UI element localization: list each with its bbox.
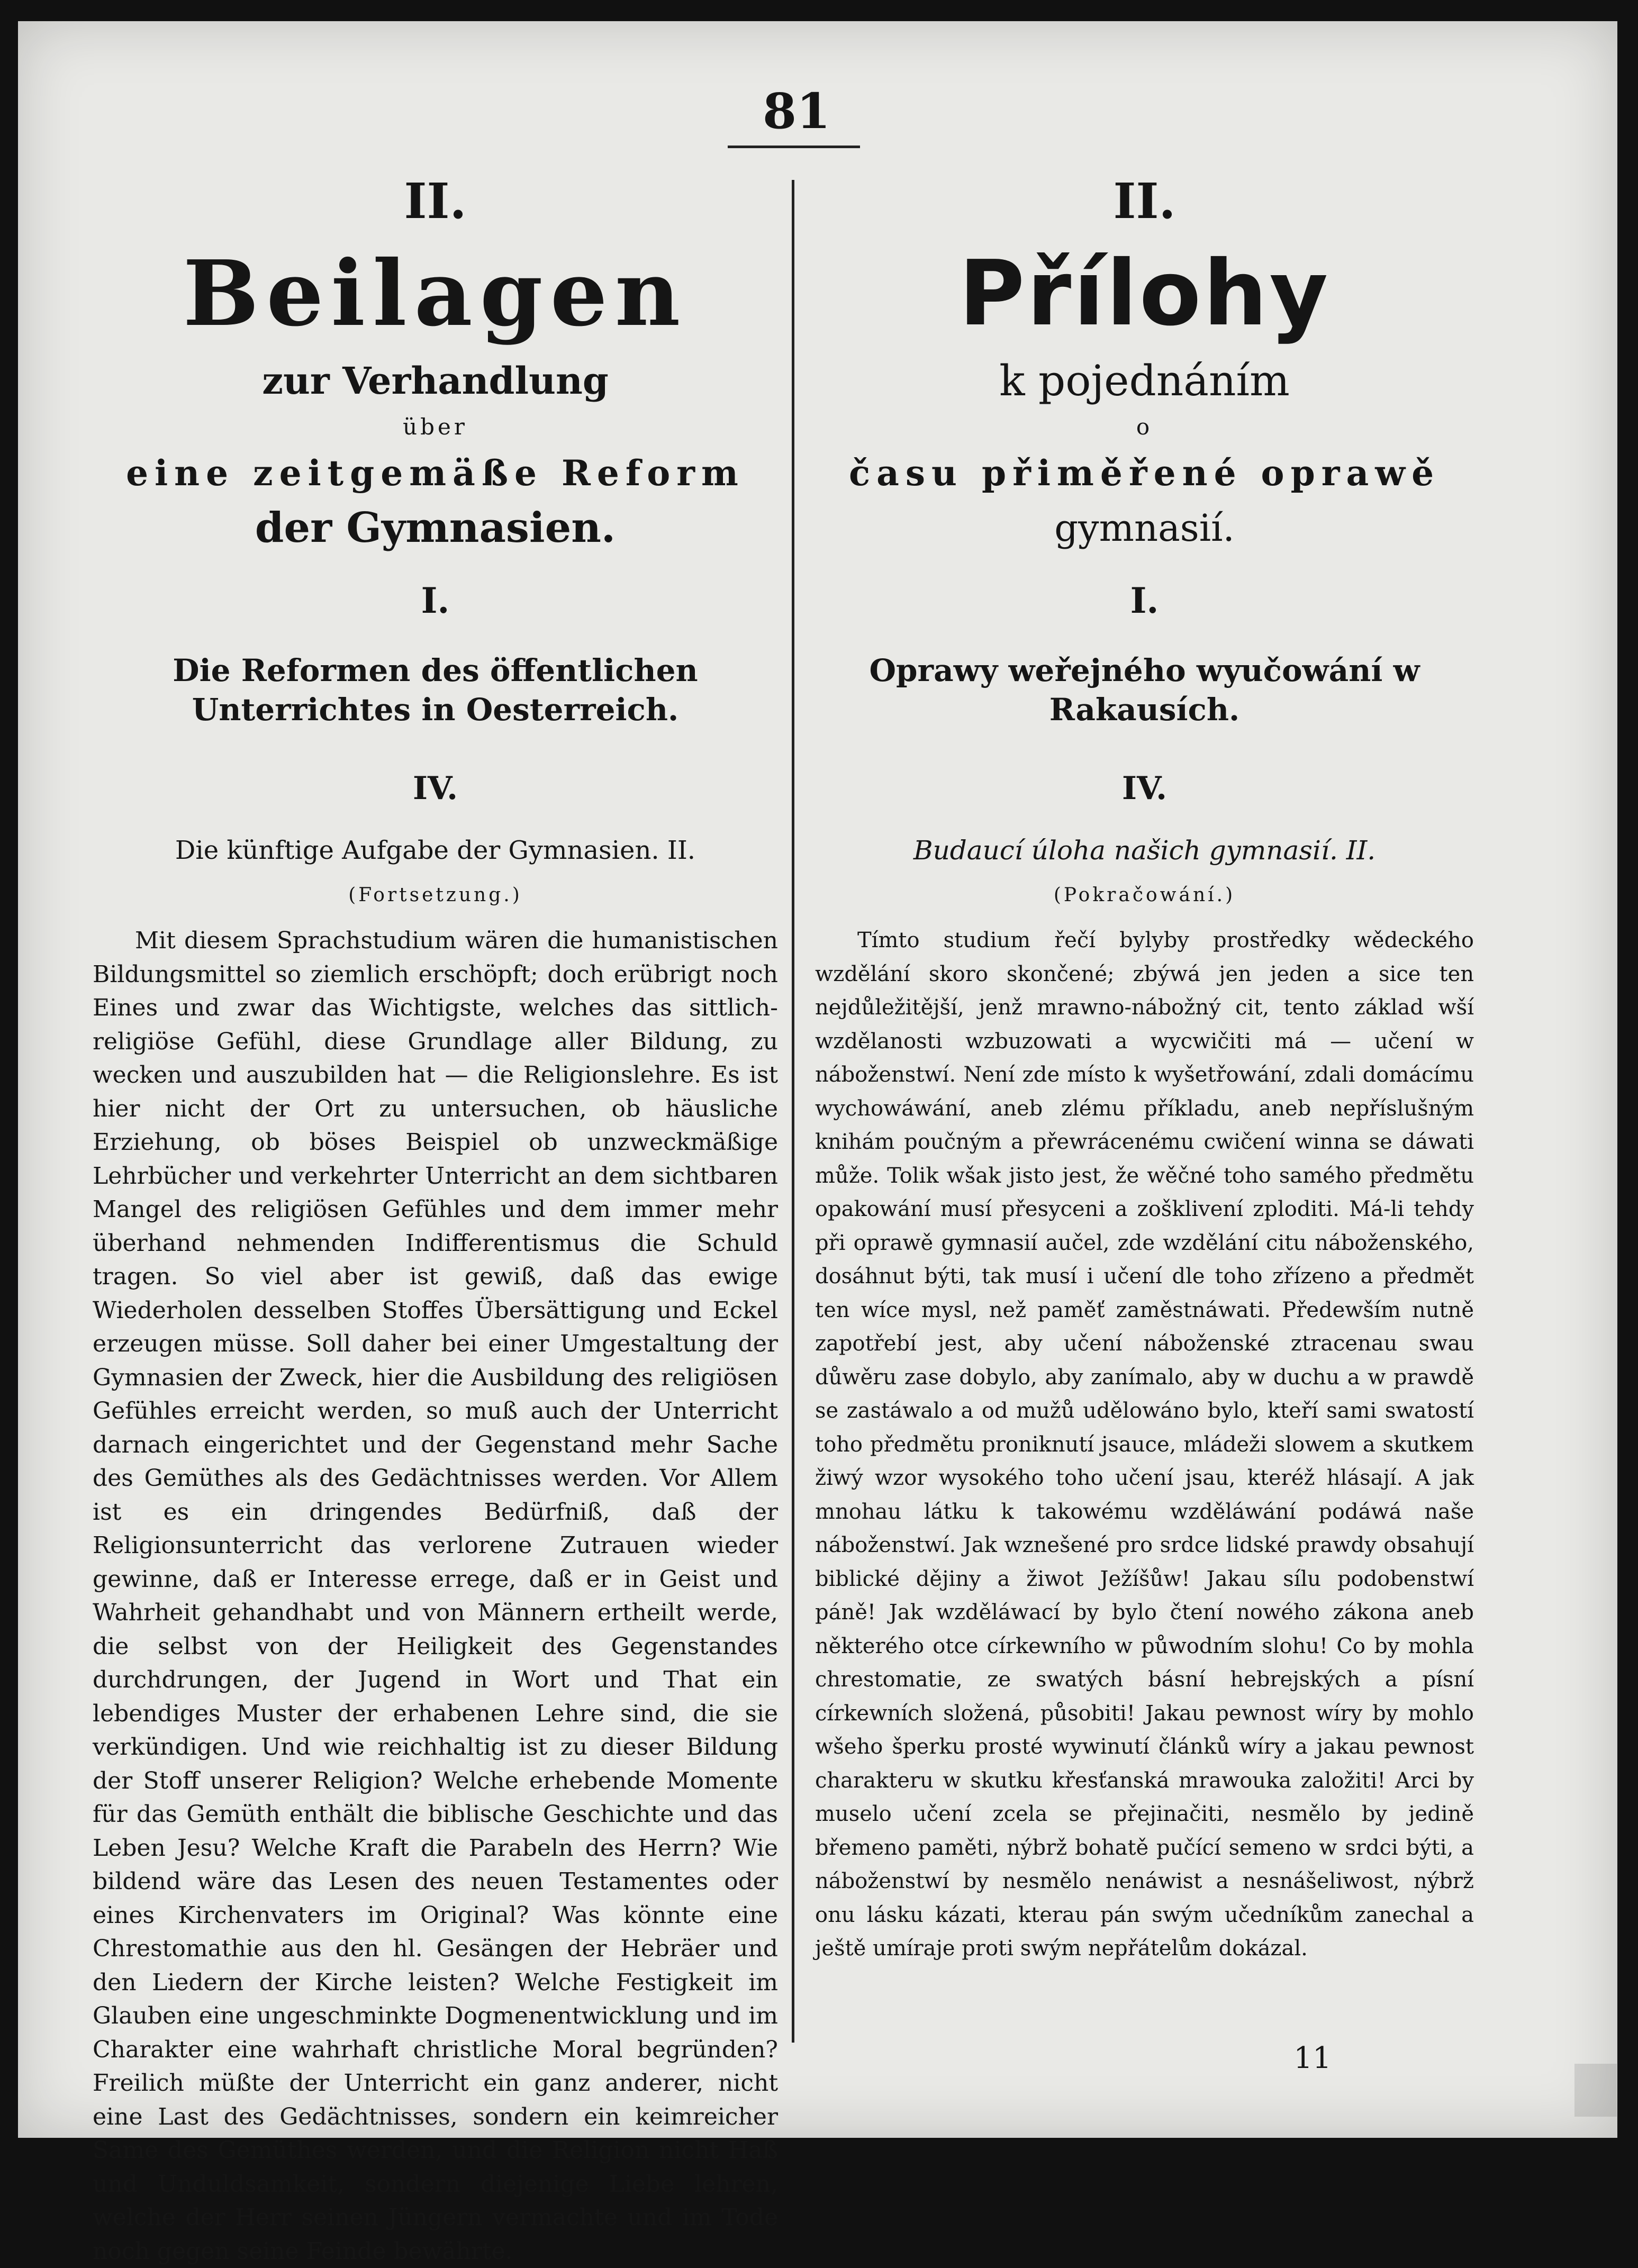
right-title: Přílohy	[958, 241, 1331, 346]
left-section-numeral: I.	[421, 580, 450, 621]
left-connector: über	[403, 414, 468, 440]
page-number-rule	[728, 146, 860, 148]
page-number: 81	[762, 83, 831, 140]
right-column-czech	[815, 159, 1474, 1966]
left-chapter-numeral: IV.	[412, 770, 458, 807]
left-continuation-note: (Fortsetzung.)	[348, 884, 522, 906]
left-title-line-2: eine zeitgemäße Reform	[126, 452, 745, 494]
left-title-line-3: der Gymnasien.	[255, 504, 616, 552]
left-title: Beilagen	[183, 241, 688, 347]
left-chapter-title: Die künftige Aufgabe der Gymnasien. II.	[175, 836, 696, 865]
left-subtitle: zur Verhandlung	[262, 359, 609, 403]
right-title-line-2: času přiměřené oprawě	[848, 452, 1441, 494]
left-numeral: II.	[404, 173, 467, 230]
right-chapter-numeral: IV.	[1121, 770, 1168, 807]
right-chapter-title: Budaucí úloha našich gymnasií. II.	[913, 835, 1376, 866]
right-body-text: Tímto studium řečí bylyby prostředky wědeckého wzdělání skoro skončené; zbýwá jen jeden a sice ten nejdůležitější, jenž mrawno-nábožný cit, tento základ wší wzdělanosti wzbuzowati a wycwičiti má — učení w náboženstwí. Není zde místo k wyšetřowání, zdali domácímu wychowáwání, aneb zlému příkladu, aneb nepříslušným knihám poučným a přewrácenému cwičení winna se dáwati může. Tolik wšak jisto jest, že wěčné toho samého předmětu opakowání musí přesyceni a zošklivení zploditi. Má-li tehdy při oprawě gymnasií aučel, zde wzdělání citu náboženského, dosáhnut býti, tak musí i učení dle toho zřízeno a předmět ten wíce mysl, než paměť zaměstnáwati. Předewším nutně zapotřebí jest, aby učení náboženské ztracenau swau důwěru zase dobylo, aby zanímalo, aby w duchu a w prawdě se zastáwalo a od mužů udělowáno bylo, kteří sami swatostí toho předmětu proniknutí jsauce, mládeži slowem a skutkem žiwý wzor wysokého toho učení jsau, kteréž hlásají. A jak mnohau látku k takowému wzděláwání podáwá naše náboženstwí. Jak wznešené pro srdce lidské prawdy obsahují biblické dějiny a žiwot Ježíšůw! Jakau sílu podobenstwí páně! Jak wzděláwací by bylo čtení nowého zákona aneb některého otce církewního w půwodním slohu! Co by mohla chrestomatie, ze swatých básní hebrejských a písní církewních složená, působiti! Jakau pewnost wíry by mohlo wšeho šperku prosté wywinutí článků wíry a jakau pewnost charakteru w skutku křesťanská mrawouka založiti! Arci by muselo učení zcela se přejinačiti, nesmělo by jedině břemeno paměti, nýbrž bohatě pučící semeno w srdci býti, a náboženstwí by nesmělo nenáwist a nesnášeliwost, nýbrž onu lásku kázati, kterau pán swým učedníkům zanechal a ještě umíraje proti swým nepřátelům dokázal.	[815, 928, 1474, 1961]
left-column-german	[93, 159, 778, 2268]
right-section-numeral: I.	[1130, 580, 1159, 621]
right-subtitle: k pojednáním	[999, 356, 1290, 405]
left-section-title: Die Reformen des öffentlichen Unterrichtes in Oesterreich.	[173, 652, 698, 728]
right-title-line-3: gymnasií.	[1054, 506, 1235, 550]
left-body-text: Mit diesem Sprachstudium wären die humanistischen Bildungsmittel so ziemlich erschöpft; doch erübrigt noch Eines und zwar das Wichtigste, welches das sittlich-religiöse Gefühl, diese Grundlage aller Bildung, zu wecken und auszubilden hat — die Religionslehre. Es ist hier nicht der Ort zu untersuchen, ob häusliche Erziehung, ob böses Beispiel ob unzweckmäßige Lehrbücher und verkehrter Unterricht an dem sichtbaren Mangel des religiösen Gefühles und dem immer mehr überhand nehmenden Indifferentismus die Schuld tragen. So viel aber ist gewiß, daß das ewige Wiederholen desselben Stoffes Übersättigung und Eckel erzeugen müsse. Soll daher bei einer Umgestaltung der Gymnasien der Zweck, hier die Ausbildung des religiösen Gefühles erreicht werden, so muß auch der Unterricht darnach eingerichtet und der Gegenstand mehr Sache des Gemüthes als des Gedächtnisses werden. Vor Allem ist es ein dringendes Bedürfniß, daß der Religionsunterricht das verlorene Zutrauen wieder gewinne, daß er Interesse errege, daß er in Geist und Wahrheit gehandhabt und von Männern ertheilt werde, die selbst von der Heiligkeit des Gegenstandes durchdrungen, der Jugend in Wort und That ein lebendiges Muster der erhabenen Lehre sind, die sie verkündigen. Und wie reichhaltig ist zu dieser Bildung der Stoff unserer Religion? Welche erhebende Momente für das Gemüth enthält die biblische Geschichte und das Leben Jesu? Welche Kraft die Parabeln des Herrn? Wie bildend wäre das Lesen des neuen Testamentes oder eines Kirchenvaters im Original? Was könnte eine Chrestomathie aus den hl. Gesängen der Hebräer und den Liedern der Kirche leisten? Welche Festigkeit im Glauben eine ungeschminkte Dogmenentwicklung und im Charakter eine wahrhaft christliche Moral begründen? Freilich müßte der Unterricht ein ganz anderer, nicht eine Last des Gedächtnisses, sondern ein keimreicher Same des Gemüthes werden, und die Religion nicht Haß und Unduldsamkeit, sondern diejenige Liebe lehren, welche der Herr seinen Jüngern vermachte und im Tode noch gegen seine Feinde bewährte.	[93, 927, 778, 2265]
right-section-title: Oprawy weřejného wyučowání w Rakausích.	[869, 652, 1420, 728]
right-continuation-note: (Pokračowání.)	[1053, 884, 1236, 906]
edge-stain	[1574, 2064, 1617, 2117]
footer-sheet-number: 11	[1293, 2041, 1332, 2075]
right-connector: o	[1136, 414, 1153, 440]
column-divider	[792, 180, 794, 2043]
right-numeral: II.	[1113, 173, 1176, 230]
